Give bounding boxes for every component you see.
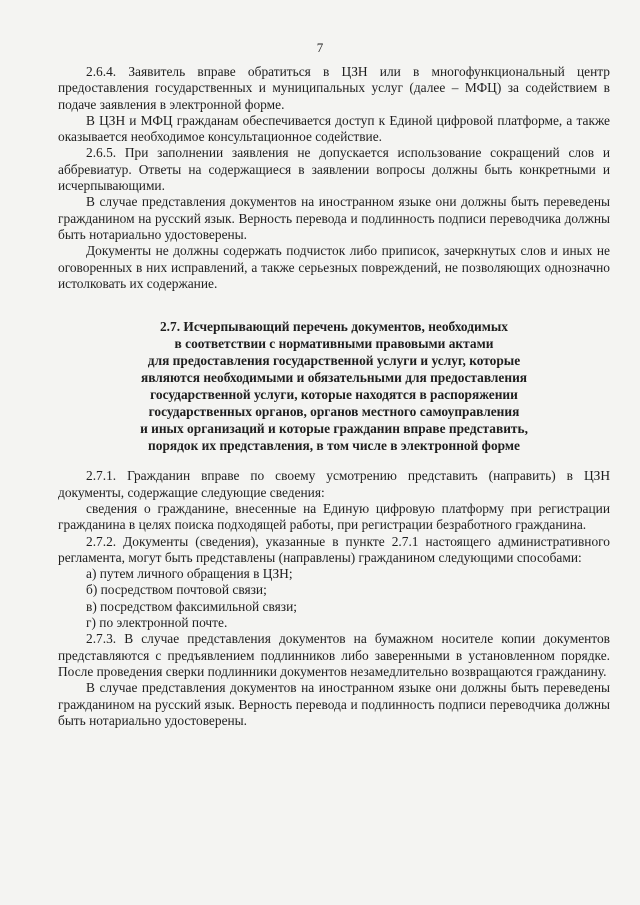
paragraph-translation: В случае представления документов на иностранном языке они должны быть переведены гражданином на русский язык. Верность перевода и подлинность подписи переводчика должны быть нотариально удостоверены. [58, 194, 610, 242]
page-number: 7 [316, 40, 324, 55]
heading-line: государственных органов, органов местного самоуправления [148, 403, 520, 419]
paragraph-2-6-5: 2.6.5. При заполнении заявления не допускается использование сокращений слов и аббревиатур. Ответы на содержащиеся в заявлении вопросы должны быть конкретными и исчерпывающими. [58, 145, 610, 194]
paragraph-access: В ЦЗН и МФЦ гражданам обеспечивается доступ к Единой цифровой платформе, а также оказывается необходимое консультационное содействие. [58, 112, 610, 145]
document-body [58, 64, 610, 729]
list-item: б) посредством почтовой связи; [86, 582, 267, 598]
section-2-7-body [58, 468, 610, 729]
heading-line: и иных организаций и которые гражданин вправе представить, [140, 420, 528, 436]
paragraph-2-7-3: 2.7.3. В случае представления документов на бумажном носителе копии документов представляются с предъявлением подлинников либо заверенными в установленном порядке. После проведения сверки подлинники документов незамедлительно возвращаются гражданину. [58, 631, 610, 679]
paragraph-2-7-2: 2.7.2. Документы (сведения), указанные в пункте 2.7.1 настоящего административного регламента, могут быть представлены (направлены) гражданином следующими способами: [58, 533, 610, 565]
paragraph-citizen-info: сведения о гражданине, внесенные на Единую цифровую платформу при регистрации гражданина в целях поиска подходящей работы, при регистрации безработного гражданина. [58, 501, 610, 533]
list-item: г) по электронной почте. [86, 615, 228, 631]
heading-line: являются необходимыми и обязательными для предоставления [140, 369, 528, 385]
paragraph-documents-integrity: Документы не должны содержать подчисток либо приписок, зачеркнутых слов и иных не оговоренных в них исправлений, а также серьезных повреждений, не позволяющих однозначно истолковать их содержание. [58, 243, 610, 291]
heading-line: для предоставления государственной услуги и услуг, которые [147, 352, 521, 368]
list-item: а) путем личного обращения в ЦЗН; [86, 566, 293, 582]
list-item: в) посредством факсимильной связи; [86, 598, 297, 614]
heading-line: в соответствии с нормативными правовыми актами [174, 336, 494, 352]
paragraph-2-6-4: 2.6.4. Заявитель вправе обратиться в ЦЗН или в многофункциональный центр предоставления государственных и муниципальных услуг (далее – МФЦ) за содействием в подаче заявления в электронной форме. [58, 64, 610, 112]
paragraph-translation-2: В случае представления документов на иностранном языке они должны быть переведены гражданином на русский язык. Верность перевода и подлинность подписи переводчика должны быть нотариально удостоверены. [58, 680, 610, 728]
paragraph-2-7-1: 2.7.1. Гражданин вправе по своему усмотрению представить (направить) в ЦЗН документы, содержащие следующие сведения: [58, 468, 610, 500]
heading-line: 2.7. Исчерпывающий перечень документов, необходимых [159, 319, 508, 335]
heading-line: порядок их представления, в том числе в электронной форме [148, 437, 520, 453]
heading-line: государственной услуги, которые находятся в распоряжении [150, 386, 518, 402]
section-heading-2-7 [58, 319, 610, 454]
